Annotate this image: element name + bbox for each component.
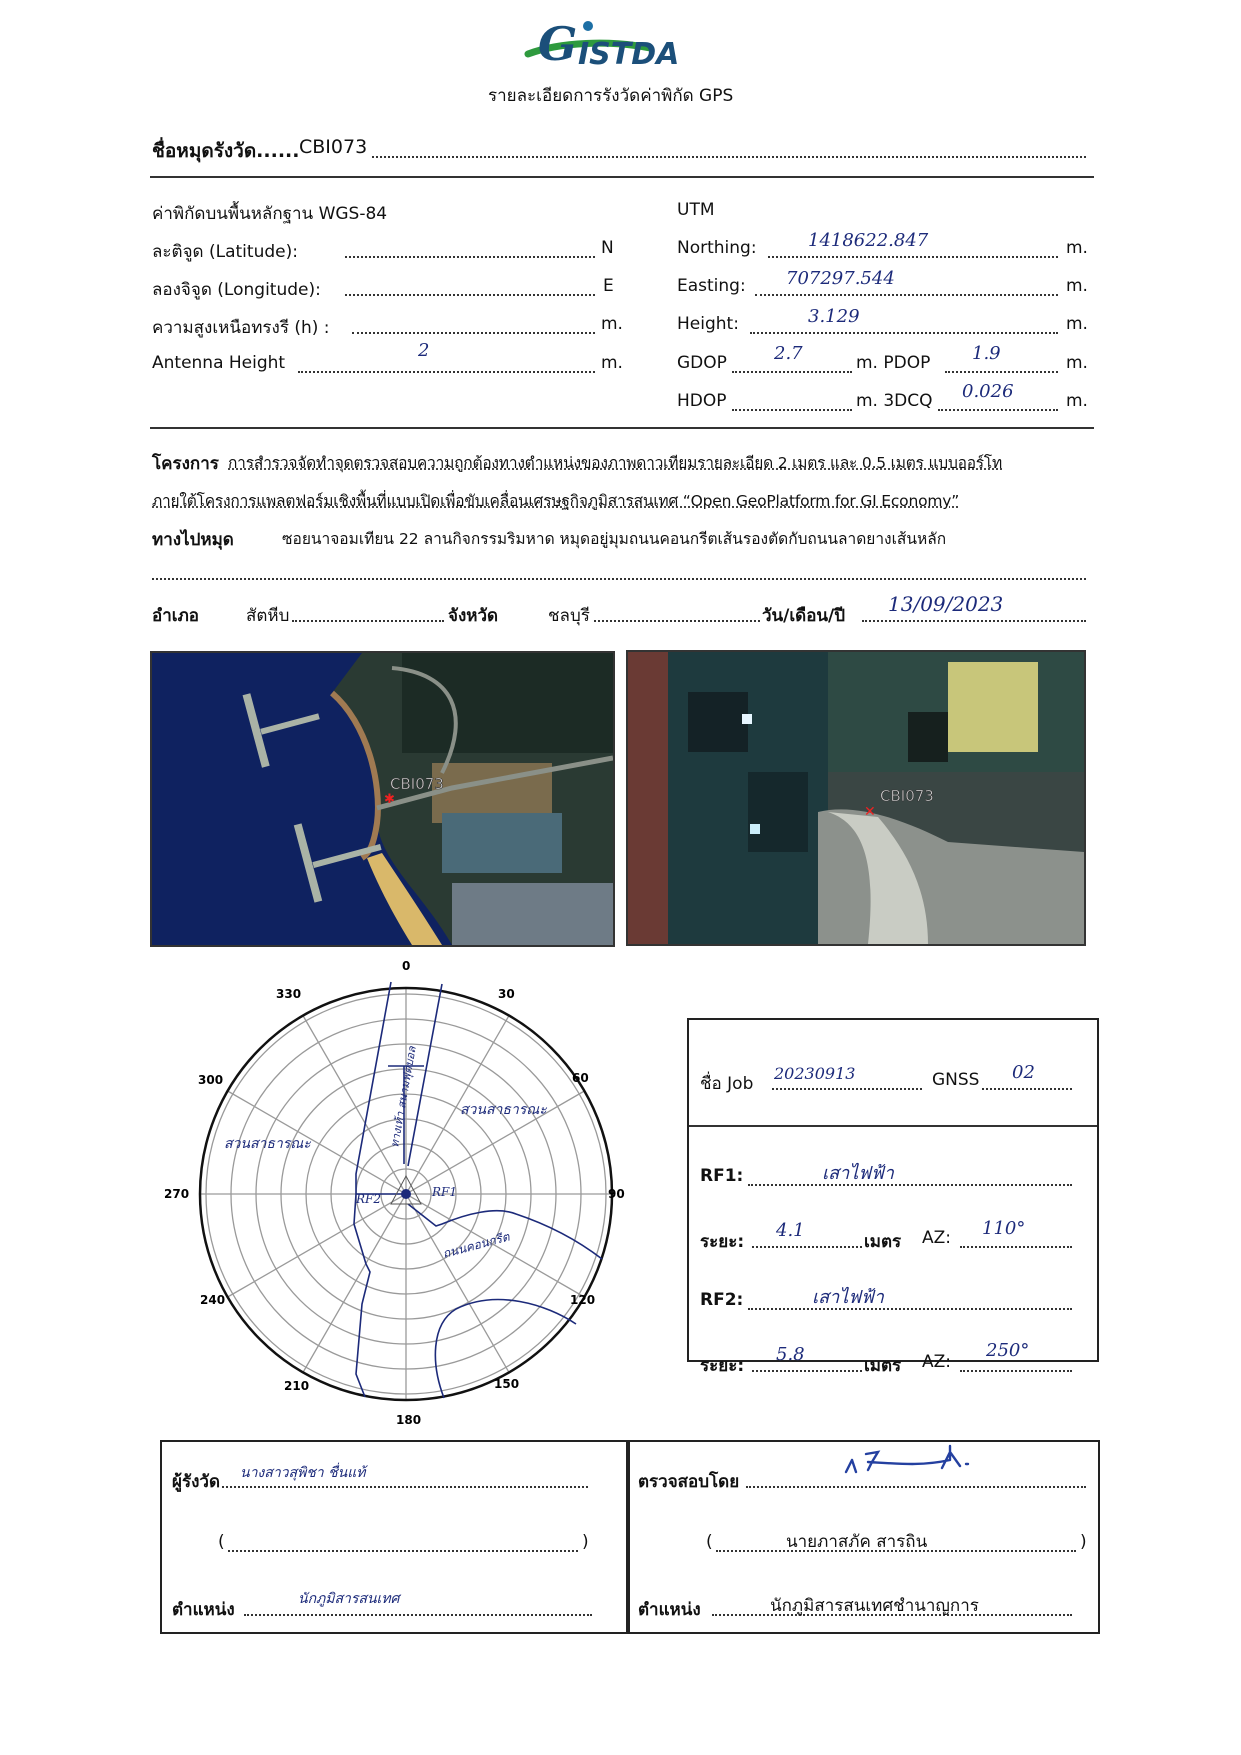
svg-text:180: 180 bbox=[396, 1413, 422, 1427]
rf1-az-field[interactable] bbox=[960, 1246, 1072, 1248]
rf1-unit: เมตร bbox=[864, 1232, 902, 1252]
obstruction-skyplot bbox=[160, 958, 660, 1428]
svg-text:60: 60 bbox=[572, 1071, 589, 1085]
rf1-distance-value[interactable]: 4.1 bbox=[776, 1220, 805, 1241]
height-unit: m. bbox=[1066, 314, 1088, 334]
latitude-unit: N bbox=[601, 238, 614, 258]
divider-middle bbox=[150, 427, 1094, 429]
svg-text:ISTDA: ISTDA bbox=[578, 37, 680, 72]
pdop-unit: m. bbox=[1066, 353, 1088, 373]
svg-text:✕: ✕ bbox=[864, 804, 876, 820]
svg-text:ทางเท้า สนามฟุตบอล: ทางเท้า สนามฟุตบอล bbox=[388, 1045, 419, 1149]
gistda-logo bbox=[520, 12, 720, 72]
easting-unit: m. bbox=[1066, 276, 1088, 296]
svg-text:G: G bbox=[538, 17, 578, 71]
job-label: ชื่อ Job bbox=[700, 1074, 754, 1094]
svg-text:สวนสาธารณะ: สวนสาธารณะ bbox=[460, 1102, 547, 1118]
route-label: ทางไปหมุด bbox=[152, 530, 234, 550]
station-dots bbox=[372, 156, 1086, 158]
job-field[interactable] bbox=[772, 1088, 922, 1090]
gdop-value[interactable]: 2.7 bbox=[774, 343, 803, 364]
hdop-field[interactable] bbox=[732, 409, 852, 411]
antenna-height-unit: m. bbox=[601, 353, 623, 373]
easting-label: Easting: bbox=[677, 276, 746, 296]
surveyor-value[interactable]: นางสาวสุพิชา ชื่นแท้ bbox=[240, 1465, 366, 1481]
easting-field[interactable] bbox=[755, 294, 1058, 296]
station-value[interactable]: CBI073 bbox=[299, 136, 368, 158]
project-label: โครงการ bbox=[152, 454, 219, 474]
ellipsoid-height-unit: m. bbox=[601, 314, 623, 334]
ellipsoid-height-label: ความสูงเหนือทรงรี (h) : bbox=[152, 318, 330, 338]
job-box-divider bbox=[689, 1125, 1097, 1127]
northing-unit: m. bbox=[1066, 238, 1088, 258]
rf1-az-value[interactable]: 110° bbox=[982, 1218, 1026, 1239]
height-label: Height: bbox=[677, 314, 739, 334]
district-value: สัตหีบ bbox=[246, 606, 290, 626]
hdop-label: HDOP bbox=[677, 391, 727, 411]
rf2-az-value[interactable]: 250° bbox=[986, 1340, 1030, 1361]
checker-paren-close: ) bbox=[1080, 1532, 1087, 1552]
svg-text:150: 150 bbox=[494, 1377, 520, 1391]
surveyor-label: ผู้รังวัด bbox=[172, 1472, 220, 1492]
rf1-field[interactable] bbox=[748, 1184, 1072, 1186]
route-dots-line2 bbox=[152, 578, 1086, 580]
checker-paren-open: ( bbox=[706, 1532, 713, 1552]
svg-text:RF1: RF1 bbox=[432, 1185, 457, 1199]
svg-text:120: 120 bbox=[570, 1293, 596, 1307]
checker-position-value: นักภูมิสารสนเทศชำนาญการ bbox=[770, 1596, 979, 1616]
dcq-label: m. 3DCQ bbox=[856, 391, 933, 411]
surveyor-paren-open: ( bbox=[218, 1532, 225, 1552]
route-value: ซอยนาจอมเทียน 22 ลานกิจกรรมริมหาด หมุดอยู่มุมถนนคอนกรีตเส้นรองตัดกับถนนลาดยางเส้นหลัก bbox=[282, 530, 947, 548]
height-value[interactable]: 3.129 bbox=[808, 306, 860, 327]
gdop-field[interactable] bbox=[732, 371, 852, 373]
surveyor-paren-close: ) bbox=[582, 1532, 589, 1552]
svg-text:30: 30 bbox=[498, 987, 515, 1001]
job-value[interactable]: 20230913 bbox=[774, 1064, 856, 1083]
province-label: จังหวัด bbox=[448, 606, 499, 626]
longitude-unit: E bbox=[603, 276, 614, 296]
height-field[interactable] bbox=[750, 332, 1058, 334]
svg-text:CBI073: CBI073 bbox=[880, 787, 934, 805]
svg-text:300: 300 bbox=[198, 1073, 224, 1087]
rf1-distance-field[interactable] bbox=[752, 1246, 862, 1248]
rf2-unit: เมตร bbox=[864, 1356, 902, 1376]
pdop-label: m. PDOP bbox=[856, 353, 931, 373]
dcq-unit: m. bbox=[1066, 391, 1088, 411]
project-line2: ภายใต้โครงการแพลตฟอร์มเชิงพื้นที่แบบเปิดเพื่อขับเคลื่อนเศรษฐกิจภูมิสารสนเทศ “Open GeoPlatform for GI Economy” bbox=[152, 492, 960, 510]
closeup-satellite-image bbox=[626, 650, 1086, 946]
northing-field[interactable] bbox=[768, 256, 1058, 258]
wgs84-heading: ค่าพิกัดบนพื้นหลักฐาน WGS-84 bbox=[152, 204, 388, 224]
district-label: อำเภอ bbox=[152, 606, 199, 626]
svg-text:RF2: RF2 bbox=[356, 1192, 381, 1206]
rf1-distance-label: ระยะ: bbox=[700, 1232, 745, 1252]
divider-top bbox=[150, 176, 1094, 178]
rf2-distance-label: ระยะ: bbox=[700, 1356, 745, 1376]
surveyor-position-label: ตำแหน่ง bbox=[172, 1600, 235, 1620]
project-line1: การสำรวจจัดทำจุดตรวจสอบความถูกต้องทางตำแหน่งของภาพดาวเทียมรายละเอียด 2 เมตร และ 0.5 เมตร แบบออร์โท bbox=[228, 454, 1003, 472]
checker-position-label: ตำแหน่ง bbox=[638, 1600, 701, 1620]
longitude-field[interactable] bbox=[345, 294, 595, 296]
checker-label: ตรวจสอบโดย bbox=[638, 1472, 740, 1492]
gnss-label: GNSS bbox=[932, 1070, 980, 1090]
date-value[interactable]: 13/09/2023 bbox=[888, 592, 1004, 616]
station-label: ชื่อหมุดรังวัด...... bbox=[152, 140, 300, 162]
checker-field[interactable] bbox=[746, 1486, 1086, 1488]
utm-heading: UTM bbox=[677, 200, 715, 220]
svg-text:90: 90 bbox=[608, 1187, 625, 1201]
rf2-label: RF2: bbox=[700, 1290, 744, 1310]
surveyor-field[interactable] bbox=[222, 1486, 588, 1488]
easting-value[interactable]: 707297.544 bbox=[786, 268, 895, 289]
surveyor-position-field[interactable] bbox=[244, 1614, 592, 1616]
rf1-value[interactable]: เสาไฟฟ้า bbox=[822, 1163, 894, 1184]
antenna-height-value[interactable]: 2 bbox=[418, 340, 430, 361]
latitude-label: ละติจูด (Latitude): bbox=[152, 242, 298, 262]
date-label: วัน/เดือน/ปี bbox=[762, 606, 846, 626]
gnss-field[interactable] bbox=[982, 1088, 1072, 1090]
northing-label: Northing: bbox=[677, 238, 757, 258]
rf2-field[interactable] bbox=[748, 1308, 1072, 1310]
rf2-value[interactable]: เสาไฟฟ้า bbox=[812, 1287, 884, 1308]
rf2-distance-value[interactable]: 5.8 bbox=[776, 1344, 805, 1365]
svg-text:สวนสาธารณะ: สวนสาธารณะ bbox=[224, 1136, 311, 1152]
longitude-label: ลองจิจูด (Longitude): bbox=[152, 280, 321, 300]
pdop-value[interactable]: 1.9 bbox=[972, 343, 1001, 364]
checker-name: นายภาสภัค สารถิน bbox=[786, 1532, 928, 1552]
ellipsoid-height-field[interactable] bbox=[352, 332, 595, 334]
district-dots bbox=[292, 620, 444, 622]
gnss-value[interactable]: 02 bbox=[1012, 1062, 1035, 1083]
surveyor-name-field[interactable] bbox=[228, 1550, 578, 1552]
overview-satellite-image bbox=[150, 651, 615, 947]
checker-signature bbox=[842, 1442, 972, 1478]
skyplot-polar-icon bbox=[160, 958, 660, 1428]
latitude-field[interactable] bbox=[345, 256, 595, 258]
northing-value[interactable]: 1418622.847 bbox=[808, 230, 929, 251]
dcq-value[interactable]: 0.026 bbox=[962, 381, 1014, 402]
svg-text:210: 210 bbox=[284, 1379, 310, 1393]
dcq-field[interactable] bbox=[938, 409, 1058, 411]
antenna-height-label: Antenna Height bbox=[152, 353, 286, 373]
svg-text:ถนนคอนกรีต: ถนนคอนกรีต bbox=[441, 1229, 512, 1261]
svg-text:270: 270 bbox=[164, 1187, 190, 1201]
gdop-label: GDOP bbox=[677, 353, 727, 373]
signature-icon bbox=[842, 1442, 972, 1478]
pdop-field[interactable] bbox=[945, 371, 1058, 373]
rf2-az-field[interactable] bbox=[960, 1370, 1072, 1372]
rf2-az-label: AZ: bbox=[922, 1352, 952, 1372]
province-value: ชลบุรี bbox=[548, 606, 590, 626]
svg-text:✱: ✱ bbox=[384, 792, 395, 807]
overview-map-icon bbox=[152, 653, 613, 945]
surveyor-position-value[interactable]: นักภูมิสารสนเทศ bbox=[298, 1591, 400, 1607]
svg-text:CBI073: CBI073 bbox=[390, 775, 444, 793]
rf1-label: RF1: bbox=[700, 1166, 744, 1186]
antenna-height-field[interactable] bbox=[298, 371, 595, 373]
gistda-logo-icon bbox=[520, 12, 720, 72]
svg-text:330: 330 bbox=[276, 987, 302, 1001]
rf2-distance-field[interactable] bbox=[752, 1370, 862, 1372]
rf1-az-label: AZ: bbox=[922, 1228, 952, 1248]
page-title: รายละเอียดการรังวัดค่าพิกัด GPS bbox=[488, 86, 734, 106]
svg-text:0: 0 bbox=[402, 959, 411, 973]
province-dots bbox=[594, 620, 760, 622]
closeup-map-icon bbox=[628, 652, 1084, 944]
date-field[interactable] bbox=[862, 620, 1086, 622]
svg-text:240: 240 bbox=[200, 1293, 226, 1307]
